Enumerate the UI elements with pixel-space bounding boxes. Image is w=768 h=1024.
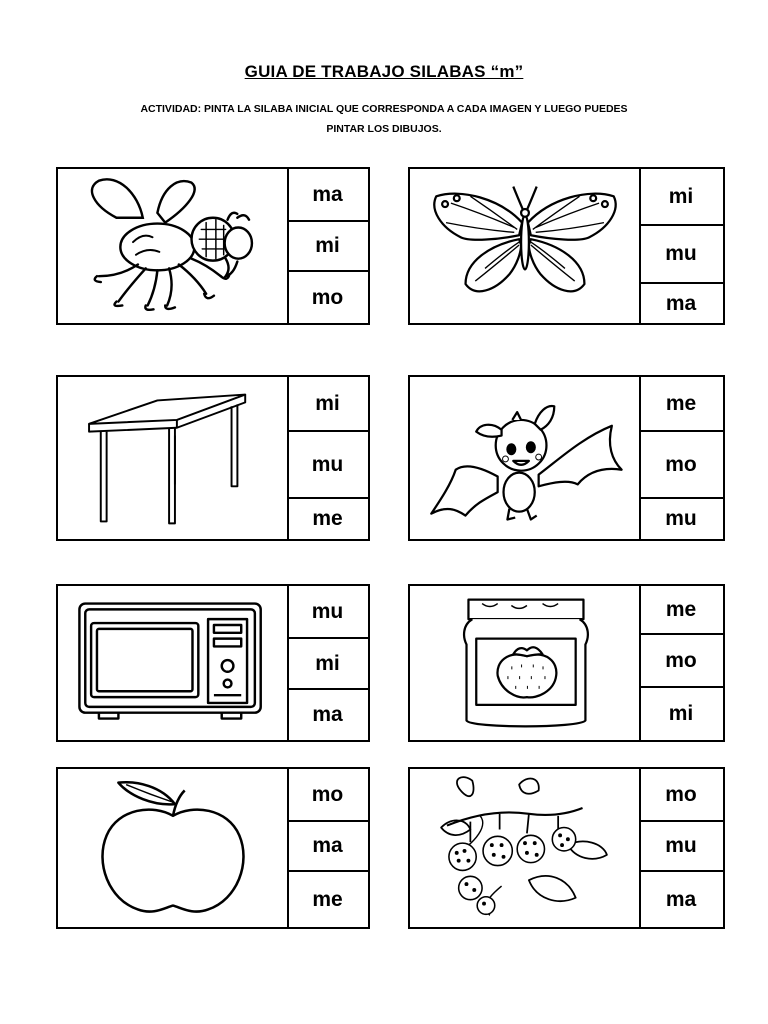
butterfly-icon — [410, 169, 639, 323]
option-ma[interactable]: ma — [665, 887, 697, 911]
options — [287, 586, 368, 740]
options — [639, 377, 723, 539]
option-mi[interactable]: mi — [287, 639, 368, 690]
worksheet-title: GUIA DE TRABAJO SILABAS “m” — [244, 62, 524, 81]
options — [287, 169, 368, 323]
picture-table — [58, 377, 289, 539]
options — [287, 377, 368, 539]
options — [639, 769, 723, 927]
option-mu[interactable]: mu — [665, 507, 697, 530]
picture-jam-jar — [410, 586, 641, 740]
option-mo[interactable]: mo — [311, 285, 344, 309]
blackberry-icon — [410, 769, 639, 927]
option-mo[interactable]: mo — [287, 769, 368, 822]
instruction-line-1: ACTIVIDAD: PINTA LA SILABA INICIAL QUE CORRESPONDA A CADA IMAGEN Y LUEGO PUEDES — [140, 103, 628, 115]
option-ma[interactable]: ma — [312, 703, 343, 726]
option-mu[interactable]: mu — [639, 822, 723, 872]
picture-bat — [410, 377, 641, 539]
card-fly — [56, 167, 370, 325]
options — [639, 169, 723, 323]
option-me[interactable]: me — [639, 377, 723, 432]
option-ma[interactable]: ma — [287, 822, 368, 872]
microwave-icon — [58, 586, 287, 740]
fly-icon — [58, 169, 287, 323]
options — [287, 769, 368, 927]
picture-microwave — [58, 586, 289, 740]
option-mo[interactable]: mo — [639, 432, 723, 499]
picture-apple — [58, 769, 289, 927]
option-mi[interactable]: mi — [668, 702, 694, 725]
picture-butterfly — [410, 169, 641, 323]
card-blackberry — [408, 767, 725, 929]
card-microwave — [56, 584, 370, 742]
option-ma[interactable]: ma — [287, 169, 368, 222]
card-apple — [56, 767, 370, 929]
apple-icon — [58, 769, 287, 927]
table-icon — [58, 377, 287, 539]
option-mi[interactable]: mi — [287, 222, 368, 272]
option-mo[interactable]: mo — [639, 635, 723, 688]
picture-fly — [58, 169, 289, 323]
option-mu[interactable]: mu — [287, 586, 368, 639]
jam-jar-icon — [410, 586, 639, 740]
card-butterfly — [408, 167, 725, 325]
instruction-line-2: PINTAR LOS DIBUJOS. — [326, 123, 442, 135]
option-mu[interactable]: mu — [287, 432, 368, 499]
option-me[interactable]: me — [312, 507, 343, 530]
card-bat — [408, 375, 725, 541]
option-me[interactable]: me — [639, 586, 723, 635]
options — [639, 586, 723, 740]
option-mi[interactable]: mi — [287, 377, 368, 432]
option-me[interactable]: me — [312, 887, 343, 911]
card-table — [56, 375, 370, 541]
option-ma[interactable]: ma — [665, 291, 697, 315]
picture-blackberry — [410, 769, 641, 927]
instructions — [0, 99, 768, 139]
option-mu[interactable]: mu — [639, 226, 723, 284]
bat-icon — [410, 377, 639, 539]
option-mo[interactable]: mo — [639, 769, 723, 822]
card-jam-jar — [408, 584, 725, 742]
option-mi[interactable]: mi — [639, 169, 723, 226]
